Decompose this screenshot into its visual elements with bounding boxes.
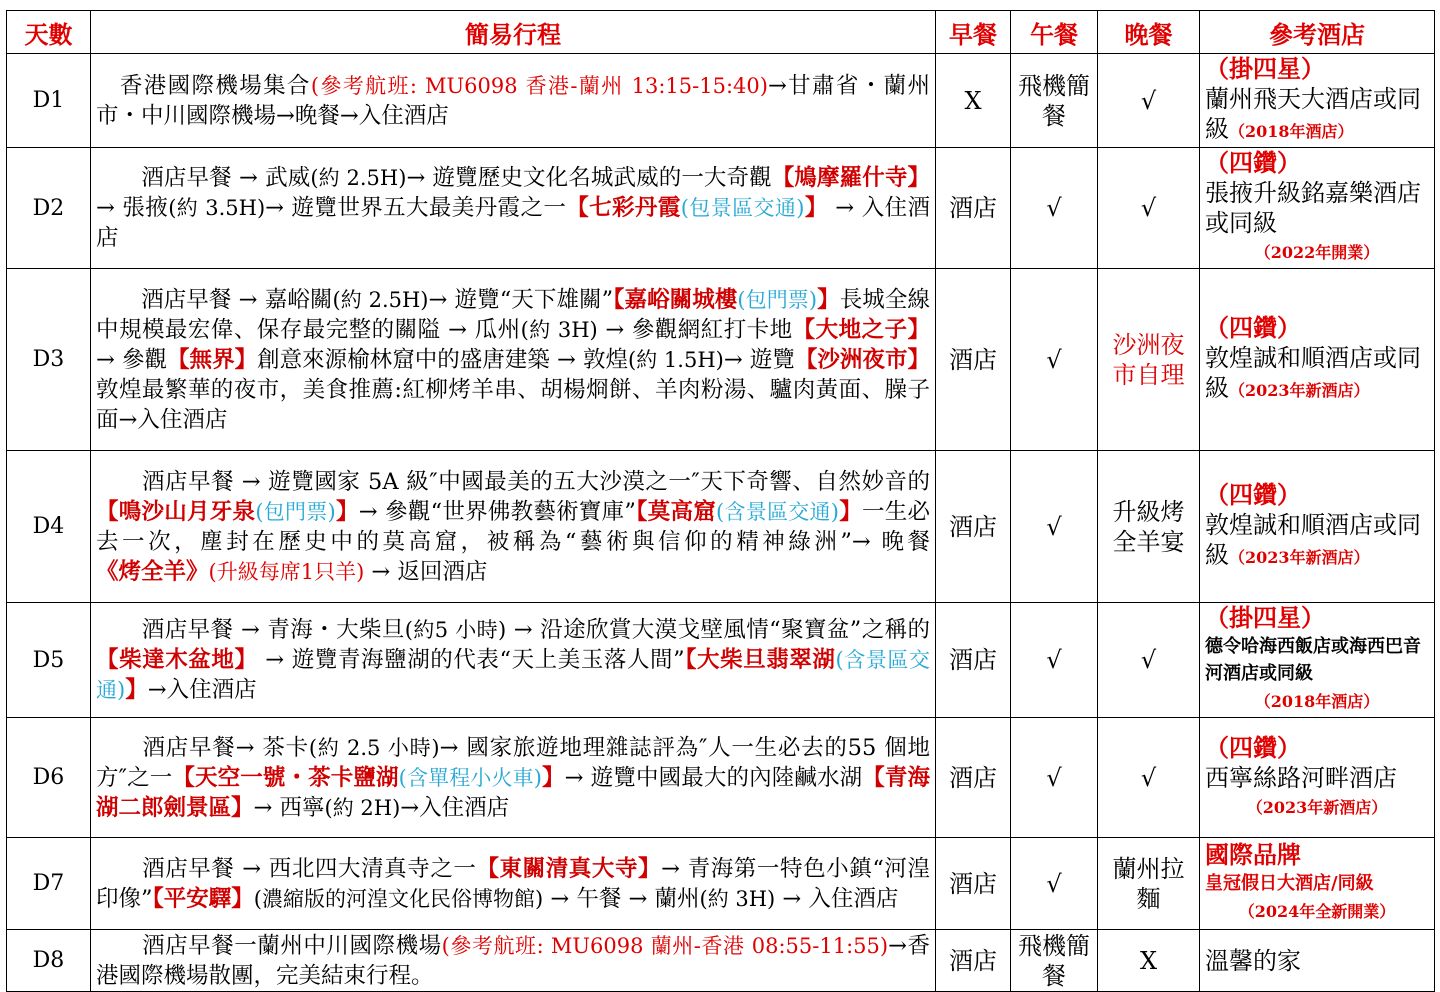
itinerary-segment: (含單程小火車) — [398, 765, 542, 790]
dinner-cell: √ — [1098, 603, 1200, 718]
itinerary-segment: 【柴達木盆地】 — [96, 647, 258, 673]
itinerary-segment: (約 2H) — [324, 795, 401, 820]
itinerary-segment: → 遊覽中國最大的內陸鹹水湖 — [564, 764, 863, 791]
itinerary-segment: (約 2.5H) — [332, 287, 429, 312]
itinerary-cell — [91, 54, 936, 148]
itinerary-segment: →甘肅省・蘭州市・中川國際機場→晚餐→入住酒店 — [96, 72, 930, 129]
itinerary-segment: → 西寧 — [253, 794, 325, 821]
hotel-rating: （四鑽） — [1205, 148, 1301, 177]
itinerary-segment: 酒店早餐一蘭州中川國際機場 — [96, 932, 442, 959]
itinerary-segment: (約 2.5H) — [310, 166, 407, 190]
hotel-name: 溫馨的家 — [1205, 946, 1301, 975]
itinerary-segment: 【鳩摩羅什寺】 — [771, 165, 930, 191]
itinerary-segment: 香港國際機場集合 — [96, 72, 311, 99]
itinerary-segment: 【大地之子】 — [792, 316, 930, 343]
itinerary-segment: → 入住酒店 — [775, 885, 899, 912]
table-row — [7, 930, 1435, 992]
dinner-cell: √ — [1098, 148, 1200, 269]
itinerary-segment: (含景區交通) — [96, 648, 930, 702]
hotel-rating: （四鑽） — [1205, 732, 1301, 762]
itinerary-segment: (約5 小時) — [404, 618, 507, 642]
dinner-cell: 蘭州拉麵 — [1098, 838, 1200, 930]
lunch-cell: √ — [1011, 603, 1098, 718]
itinerary-segment: 《烤全羊》 — [96, 558, 209, 585]
itinerary-segment: (參考航班: MU6098 蘭州-香港 08:55-11:55) — [441, 933, 889, 958]
itinerary-cell — [91, 269, 936, 451]
itinerary-segment: → 遊覽青海鹽湖的代表“天上美玉落人間” — [257, 647, 685, 673]
itinerary-rows — [7, 54, 1435, 992]
header-row — [7, 11, 1435, 54]
hotel-name: 蘭州飛天大酒店或同級 — [1205, 85, 1421, 143]
lunch-cell: √ — [1011, 269, 1098, 451]
hotel-rating: 國際品牌 — [1205, 840, 1301, 869]
itinerary-segment: →入住酒店 — [400, 794, 510, 821]
hotel-rating: （四鑽） — [1205, 313, 1301, 342]
hotel-cell — [1200, 718, 1435, 838]
day-cell: D6 — [7, 718, 91, 838]
lunch-cell: √ — [1011, 838, 1098, 930]
breakfast-cell: 酒店 — [936, 930, 1011, 992]
itinerary-cell — [91, 718, 936, 838]
itinerary-cell — [91, 451, 936, 603]
itinerary-segment: (約 1.5H) — [628, 347, 724, 372]
day-cell: D4 — [7, 451, 91, 603]
itinerary-segment: → 參觀“世界佛教藝術寶庫” — [358, 498, 636, 525]
itinerary-cell — [91, 838, 936, 930]
table-row — [7, 54, 1435, 148]
hotel-rating: （四鑽） — [1205, 480, 1301, 509]
hotel-name: 敦煌誠和順酒店或同級 — [1205, 511, 1421, 569]
itinerary-segment: 酒店早餐→ 茶卡 — [96, 734, 309, 761]
itinerary-segment: 】 — [804, 195, 828, 221]
itinerary-segment: → 參觀網紅打卡地 — [597, 316, 793, 343]
table-row — [7, 269, 1435, 451]
dinner-cell: 升級烤全羊宴 — [1098, 451, 1200, 603]
header-day: 天數 — [7, 11, 91, 54]
itinerary-segment: 敦煌最繁華的夜市，美食推薦:紅柳烤羊串、胡楊烱餅、羊肉粉湯、驢肉黃面、臊子面→入住酒店 — [96, 376, 930, 433]
itinerary-segment: 【莫高窟 — [635, 498, 716, 525]
itinerary-cell — [91, 930, 936, 992]
itinerary-segment: 【沙洲夜市】 — [794, 346, 930, 373]
hotel-note: （2024年全新開業） — [1238, 902, 1396, 921]
dinner-cell: 沙洲夜市自理 — [1098, 269, 1200, 451]
itinerary-cell — [91, 603, 936, 718]
breakfast-cell: X — [936, 54, 1011, 148]
itinerary-segment: 【嘉峪關城樓 — [613, 286, 738, 313]
itinerary-segment: → 張掖 — [96, 195, 169, 221]
itinerary-segment: 酒店早餐 → 西北四大清真寺之一 — [96, 855, 477, 882]
itinerary-segment: 【大柴旦翡翠湖 — [684, 647, 836, 673]
day-cell: D8 — [7, 930, 91, 992]
itinerary-segment: 【無界】 — [167, 346, 258, 373]
day-cell: D3 — [7, 269, 91, 451]
itinerary-segment: → 入住酒店 — [96, 195, 930, 251]
itinerary-table — [6, 10, 1435, 992]
day-cell: D5 — [7, 603, 91, 718]
hotel-cell — [1200, 269, 1435, 451]
breakfast-cell: 酒店 — [936, 269, 1011, 451]
table-row — [7, 603, 1435, 718]
lunch-cell: 飛機簡餐 — [1011, 930, 1098, 992]
hotel-cell — [1200, 54, 1435, 148]
itinerary-segment: 】 — [125, 677, 148, 703]
hotel-cell — [1200, 838, 1435, 930]
hotel-note: （2022年開業） — [1254, 243, 1380, 262]
header-hotel: 參考酒店 — [1200, 11, 1435, 54]
dinner-cell: √ — [1098, 54, 1200, 148]
day-cell: D1 — [7, 54, 91, 148]
table-row — [7, 838, 1435, 930]
lunch-cell: √ — [1011, 718, 1098, 838]
itinerary-segment: (升級每席1只羊) — [208, 559, 365, 584]
lunch-cell: √ — [1011, 451, 1098, 603]
table-row — [7, 148, 1435, 269]
itinerary-segment: 一生必去一次，塵封在歷史中的莫高窟，被稱為“藝術與信仰的精神綠洲”→ 晚餐 — [96, 498, 930, 555]
itinerary-segment: (約 3H) — [520, 317, 598, 342]
lunch-cell: 飛機簡餐 — [1011, 54, 1098, 148]
itinerary-segment: 酒店早餐 → 遊覽國家 5A 級″中國最美的五大沙漠之一″天下奇響、自然妙音的 — [96, 468, 930, 495]
breakfast-cell: 酒店 — [936, 838, 1011, 930]
itinerary-segment: (含景區交通) — [715, 499, 839, 524]
itinerary-segment: → 參觀 — [96, 346, 168, 373]
itinerary-segment: (約 3H) — [699, 886, 776, 911]
breakfast-cell: 酒店 — [936, 451, 1011, 603]
itinerary-segment: 酒店早餐 → 武威 — [96, 165, 311, 191]
itinerary-segment: → 國家旅遊地理雜誌評為″人一生必去的55 個地方″之一 — [96, 734, 930, 791]
hotel-name: 西寧絲路河畔酒店 — [1205, 763, 1397, 792]
hotel-note: （2023年新酒店） — [1229, 548, 1370, 567]
itinerary-segment: 創意來源榆林窟中的盛唐建築 → 敦煌 — [257, 346, 629, 373]
itinerary-segment: →香港國際機場散團，完美結束行程。 — [96, 932, 930, 989]
itinerary-segment: 酒店早餐 → 嘉峪關 — [96, 286, 333, 313]
header-lunch: 午餐 — [1011, 11, 1098, 54]
itinerary-segment: → 遊覽 — [723, 346, 795, 373]
hotel-cell — [1200, 930, 1435, 992]
itinerary-segment: (濃縮版的河湟文化民俗博物館) — [253, 886, 544, 911]
hotel-cell — [1200, 603, 1435, 718]
itinerary-segment: → 午餐 → 蘭州 — [543, 885, 700, 912]
header-breakfast: 早餐 — [936, 11, 1011, 54]
itinerary-segment: → 沿途欣賞大漠戈壁風情“聚寶盆”之稱的 — [506, 617, 930, 643]
itinerary-segment: 】 — [541, 764, 565, 791]
hotel-cell — [1200, 148, 1435, 269]
hotel-note: （2023年新酒店） — [1229, 381, 1370, 400]
header-dinner: 晚餐 — [1098, 11, 1200, 54]
hotel-name: 張掖升級銘嘉樂酒店或同級 — [1205, 179, 1421, 237]
dinner-cell: X — [1098, 930, 1200, 992]
itinerary-segment: → 遊覽“天下雄關” — [428, 286, 614, 313]
table-row — [7, 451, 1435, 603]
hotel-note: （2023年新酒店） — [1246, 797, 1388, 817]
hotel-rating: （掛四星） — [1205, 54, 1325, 83]
itinerary-segment: → 返回酒店 — [364, 558, 488, 585]
itinerary-segment: 】 — [817, 286, 840, 313]
itinerary-segment: 【鳴沙山月牙泉 — [96, 498, 256, 525]
itinerary-cell — [91, 148, 936, 269]
dinner-cell: √ — [1098, 718, 1200, 838]
itinerary-segment: (包門票) — [255, 499, 336, 524]
itinerary-segment: 長城全線中規模最宏偉、保存最完整的關隘 → 瓜州 — [96, 286, 930, 343]
itinerary-segment: (參考航班: MU6098 香港-蘭州 13:15-15:40) — [310, 73, 768, 98]
itinerary-segment: 】 — [838, 498, 862, 525]
breakfast-cell: 酒店 — [936, 148, 1011, 269]
itinerary-segment: → 遊覽歷史文化名城武威的一大奇觀 — [406, 165, 772, 191]
itinerary-segment: 酒店早餐 → 青海・大柴旦 — [96, 617, 405, 643]
hotel-name: 德令哈海西飯店或海西巴音河酒店或同級 — [1205, 636, 1421, 684]
table-row — [7, 718, 1435, 838]
itinerary-segment: 【青海湖二郎劍景區】 — [96, 764, 930, 821]
hotel-name: 敦煌誠和順酒店或同級 — [1205, 344, 1421, 402]
itinerary-segment: (約 3.5H) — [168, 196, 266, 220]
hotel-note: （2018年酒店） — [1254, 692, 1380, 711]
itinerary-segment: 【七彩丹霞 — [566, 195, 681, 221]
breakfast-cell: 酒店 — [936, 718, 1011, 838]
itinerary-segment: 【平安驛】 — [152, 885, 254, 912]
itinerary-segment: 】 — [335, 498, 359, 525]
breakfast-cell: 酒店 — [936, 603, 1011, 718]
hotel-note: （2018年酒店） — [1229, 122, 1354, 141]
itinerary-segment: → 青海第一特色小鎮“河湟印像” — [96, 855, 930, 912]
itinerary-segment: (約 2.5 小時) — [308, 735, 440, 760]
itinerary-segment: (包景區交通) — [680, 196, 805, 220]
itinerary-segment: → 遊覽世界五大最美丹霞之一 — [265, 195, 567, 221]
itinerary-segment: →入住酒店 — [147, 677, 257, 703]
hotel-rating: （掛四星） — [1205, 603, 1325, 632]
hotel-cell — [1200, 451, 1435, 603]
itinerary-segment: (包門票) — [737, 287, 818, 312]
day-cell: D7 — [7, 838, 91, 930]
header-itinerary: 簡易行程 — [91, 11, 936, 54]
lunch-cell: √ — [1011, 148, 1098, 269]
itinerary-segment: 【天空一號・茶卡鹽湖 — [172, 764, 399, 791]
hotel-name: 皇冠假日大酒店/同級 — [1205, 873, 1374, 894]
itinerary-segment: 【東關清真大寺】 — [476, 855, 662, 882]
day-cell: D2 — [7, 148, 91, 269]
